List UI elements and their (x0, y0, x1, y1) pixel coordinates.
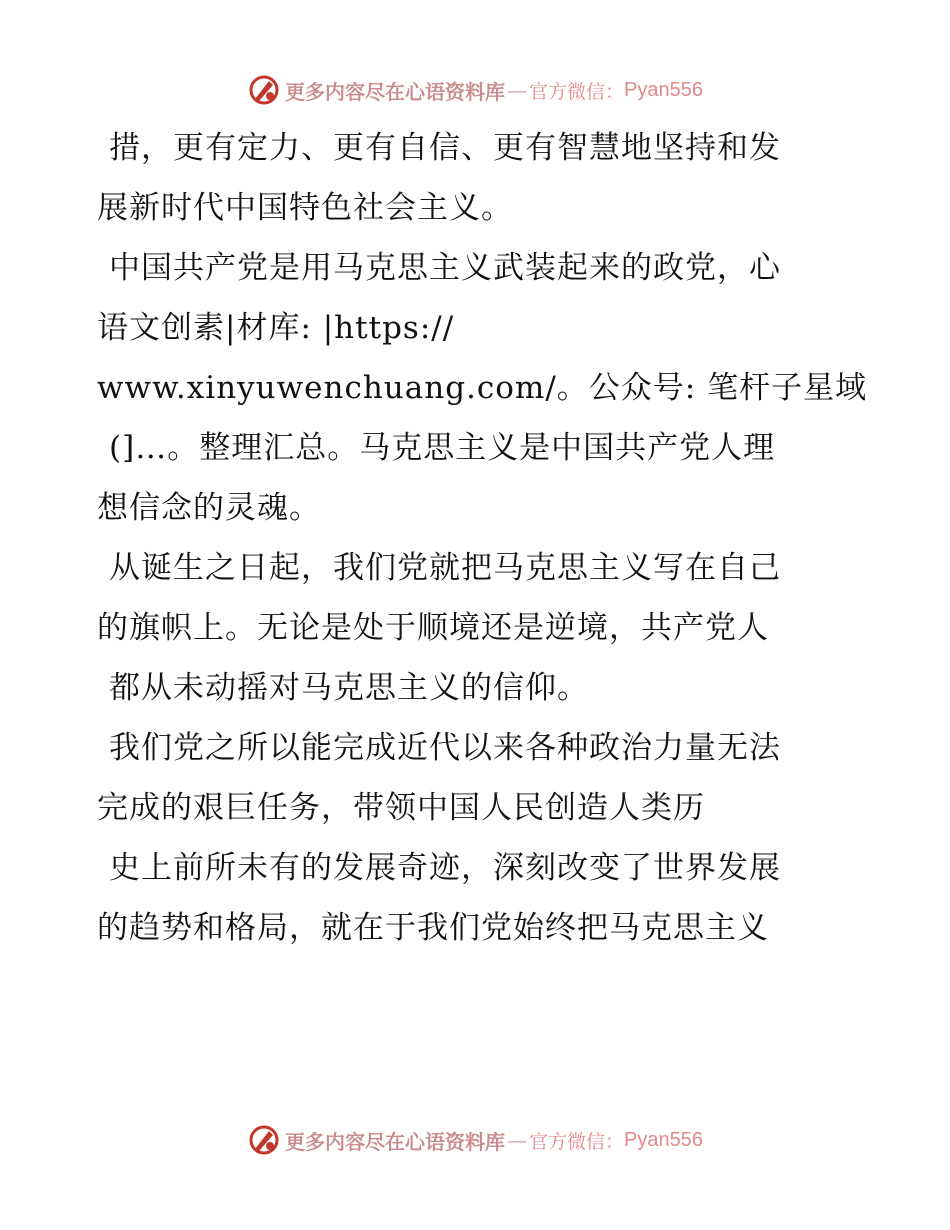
text-line: 的趋势和格局，就在于我们党始终把马克思主义 (97, 910, 769, 946)
header-brand: 更多内容尽在心语资料库 (285, 79, 505, 104)
text-line: 想信念的灵魂。 (97, 490, 321, 526)
text-line: 史上前所未有的发展奇迹，深刻改变了世界发展 (109, 850, 781, 886)
header-watermark (0, 70, 950, 110)
text-line: 我们党之所以能完成近代以来各种政治力量无法 (109, 730, 781, 766)
text-line: 的旗帜上。无论是处于顺境还是逆境，共产党人 (97, 610, 769, 646)
text-line: 措，更有定力、更有自信、更有智慧地坚持和发 (109, 130, 781, 166)
text-line: 从诞生之日起，我们党就把马克思主义写在自己 (109, 550, 781, 586)
header-handle: Pyan556 (624, 78, 703, 101)
text-line: www.xinyuwenchuang.com/。公众号: 笔杆子星域 (97, 370, 868, 406)
text-line: (]…。整理汇总。马克思主义是中国共产党人理 (109, 430, 776, 466)
text-line: 完成的艰巨任务，带领中国人民创造人类历 (97, 790, 705, 826)
text-line: 中国共产党是用马克思主义武装起来的政党，心 (109, 250, 781, 286)
quill-logo-icon (247, 73, 281, 107)
header-dash: — (507, 78, 527, 102)
text-line: 展新时代中国特色社会主义。 (97, 190, 513, 226)
header-label: 官方微信： (529, 80, 625, 103)
footer-label: 官方微信： (529, 1130, 625, 1153)
document-body (97, 118, 868, 958)
footer-dash: — (507, 1128, 527, 1152)
text-line: 语文创素|材库: |https:// (97, 310, 455, 346)
text-line: 都从未动摇对马克思主义的信仰。 (109, 670, 589, 706)
footer-watermark (0, 1120, 950, 1160)
footer-brand: 更多内容尽在心语资料库 (285, 1129, 505, 1154)
quill-logo-icon (247, 1123, 281, 1157)
footer-handle: Pyan556 (624, 1128, 703, 1151)
